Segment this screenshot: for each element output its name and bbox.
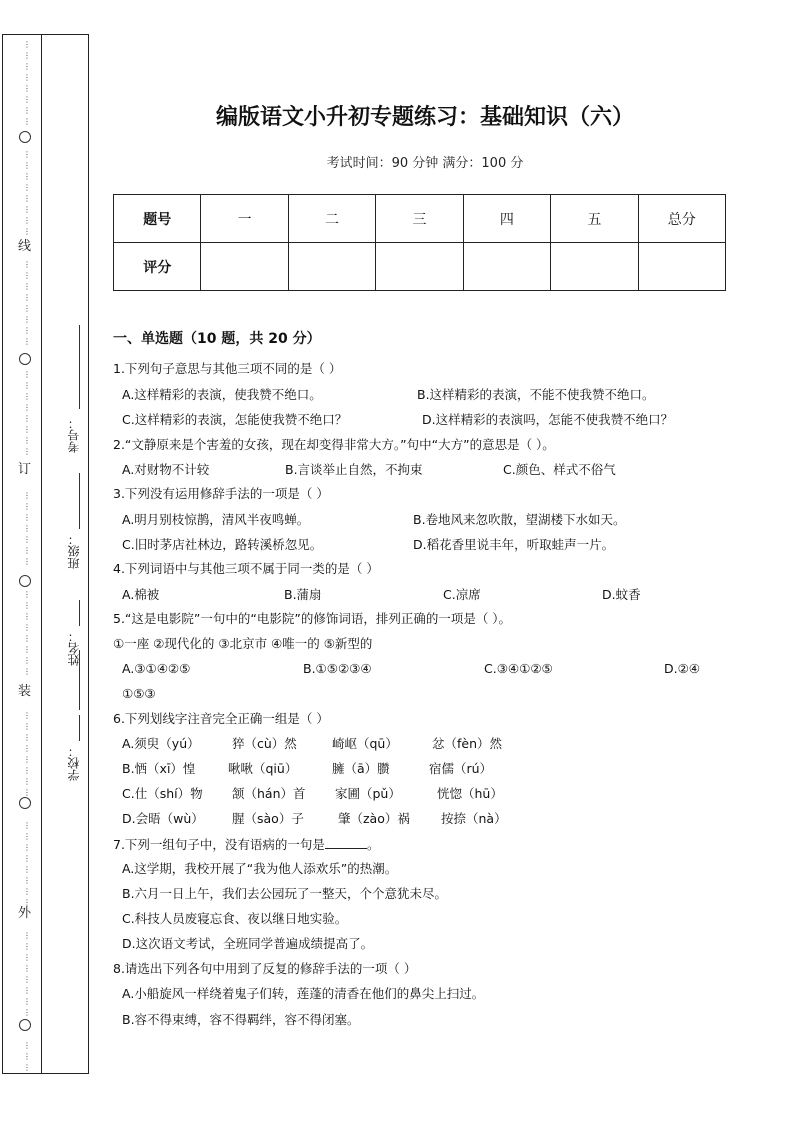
cut-line-dot: ⋮ <box>23 535 31 544</box>
q6-option-d-2: 腥（sào）子 <box>232 811 304 826</box>
cut-line-dot: ⋮ <box>23 95 31 104</box>
field-school-label: 学校： <box>67 745 81 781</box>
cut-line-dot: ⋮ <box>23 40 31 49</box>
cut-line-dot: ⋮ <box>23 876 31 885</box>
cut-line-dot: ⋮ <box>23 711 31 720</box>
q3-stem: 3.下列没有运用修辞手法的一项是（ ） <box>113 486 329 501</box>
cut-line-dot: ⋮ <box>23 381 31 390</box>
cut-line-dot: ⋮ <box>23 403 31 412</box>
q3-option-b: B.卷地风来忽吹散，望湖楼下水如天。 <box>413 512 626 527</box>
q6-option-c-2: 颔（hán）首 <box>232 786 306 801</box>
cut-line-dot: ⋮ <box>23 84 31 93</box>
cut-line-circle <box>19 353 31 365</box>
cut-line-dot: ⋮ <box>23 931 31 940</box>
cut-line-dot: ⋮ <box>23 425 31 434</box>
cut-line-dot: ⋮ <box>23 216 31 225</box>
q6-option-b-1: B.恓（xī）惶 <box>122 761 196 776</box>
binding-divider <box>41 35 42 1073</box>
exam-info: 考试时间：90 分钟 满分：100 分 <box>326 156 524 171</box>
cut-line-dot: ⋮ <box>23 744 31 753</box>
cut-line-dot: ⋮ <box>23 766 31 775</box>
q4-option-c: C.凉席 <box>443 587 481 602</box>
cut-line-dot: ⋮ <box>23 777 31 786</box>
cut-line-dot: ⋮ <box>23 865 31 874</box>
cut-line-dot: ⋮ <box>23 337 31 346</box>
score-input-cell[interactable] <box>638 243 725 291</box>
cut-line-circle <box>19 1019 31 1031</box>
field-exam-number-line <box>79 325 80 409</box>
cut-line-dot: ⋮ <box>23 590 31 599</box>
field-school-line-upper <box>79 650 80 710</box>
cut-line-dot: ⋮ <box>23 150 31 159</box>
q7-stem <box>113 836 379 853</box>
q1-option-b: B.这样精彩的表演，不能不使我赞不绝口。 <box>417 387 655 402</box>
q2-option-c: C.颜色、样式不俗气 <box>503 462 616 477</box>
q4-stem: 4.下列词语中与其他三项不属于同一类的是（ ） <box>113 561 379 576</box>
cut-line-dot: ⋮ <box>23 370 31 379</box>
q6-option-b-2: 啾啾（qiū） <box>228 761 298 776</box>
page-title: 编版语文小升初专题练习：基础知识（六） <box>215 104 634 130</box>
q5-option-a: A.③①④②⑤ <box>122 661 191 676</box>
cut-line-dots <box>15 35 39 1075</box>
q8-option-a: A.小船旋风一样绕着鬼子们转，莲蓬的清香在他们的鼻尖上扫过。 <box>122 986 485 1001</box>
q2-option-b: B.言谈举止自然，不拘束 <box>285 462 423 477</box>
score-header-cell: 四 <box>463 195 550 243</box>
field-school <box>47 635 87 835</box>
cut-line-dot: ⋮ <box>23 106 31 115</box>
cut-line-dot: ⋮ <box>23 557 31 566</box>
score-input-cell[interactable] <box>551 243 638 291</box>
cut-line-dot: ⋮ <box>23 491 31 500</box>
q7-option-d: D.这次语文考试，全班同学普遍成绩提高了。 <box>122 936 374 951</box>
cut-line-dot: ⋮ <box>23 1052 31 1061</box>
q6-stem: 6.下列划线字注音完全正确一组是（ ） <box>113 711 329 726</box>
cut-line-circle <box>19 131 31 143</box>
cut-line-dot: ⋮ <box>23 51 31 60</box>
score-table-score-row <box>114 243 726 291</box>
q6-option-c-4: 恍惚（hū） <box>437 786 503 801</box>
cut-line-mark: 线 <box>18 239 32 254</box>
q6-option-a-3: 崎岖（qū） <box>332 736 398 751</box>
score-header-cell: 总分 <box>638 195 725 243</box>
cut-line-mark: 外 <box>18 906 32 921</box>
cut-line-dot: ⋮ <box>23 293 31 302</box>
q5-option-d-continued: ①⑤③ <box>122 686 156 701</box>
q7-answer-blank[interactable] <box>325 836 367 849</box>
cut-line-dot: ⋮ <box>23 788 31 797</box>
score-input-cell[interactable] <box>463 243 550 291</box>
cut-line-dot: ⋮ <box>23 172 31 181</box>
q6-option-a-4: 忿（fèn）然 <box>432 736 503 751</box>
q1-option-a: A.这样精彩的表演，使我赞不绝口。 <box>122 387 322 402</box>
cut-line-dot: ⋮ <box>23 392 31 401</box>
q5-stem: 5.“这是电影院”一句中的“电影院”的修饰词语，排列正确的一项是（ ）。 <box>113 611 512 626</box>
cut-line-dot: ⋮ <box>23 1063 31 1072</box>
score-table-header-row <box>114 195 726 243</box>
q7-stem-end: 。 <box>366 837 380 852</box>
cut-line-dot: ⋮ <box>23 315 31 324</box>
field-school-line <box>79 715 80 741</box>
cut-line-dot: ⋮ <box>23 612 31 621</box>
q1-option-d: D.这样精彩的表演吗，怎能不使我赞不绝口？ <box>422 412 674 427</box>
cut-line-dot: ⋮ <box>23 1008 31 1017</box>
cut-line-dot: ⋮ <box>23 997 31 1006</box>
q5-items: ①一座 ②现代化的 ③北京市 ④唯一的 ⑤新型的 <box>113 636 373 651</box>
q4-option-d: D.蚊香 <box>602 587 641 602</box>
cut-line-dot: ⋮ <box>23 887 31 896</box>
q3-option-c: C.旧时茅店社林边，路转溪桥忽见。 <box>122 537 323 552</box>
q6-option-c-3: 家圃（pǔ） <box>335 786 401 801</box>
q1-stem: 1.下列句子意思与其他三项不同的是（ ） <box>113 361 342 376</box>
cut-line-dot: ⋮ <box>23 205 31 214</box>
q7-stem-text: 7.下列一组句子中，没有语病的一句是 <box>113 837 325 852</box>
q3-option-d: D.稻花香里说丰年，听取蛙声一片。 <box>413 537 615 552</box>
q7-option-b: B.六月一日上午，我们去公园玩了一整天，个个意犹未尽。 <box>122 886 448 901</box>
cut-line-dot: ⋮ <box>23 667 31 676</box>
cut-line-dot: ⋮ <box>23 260 31 269</box>
cut-line-dot: ⋮ <box>23 62 31 71</box>
q6-option-b-3: 臃（ā）臜 <box>332 761 390 776</box>
cut-line-dot: ⋮ <box>23 1041 31 1050</box>
cut-line-dot: ⋮ <box>23 733 31 742</box>
cut-line-dot: ⋮ <box>23 326 31 335</box>
cut-line-dot: ⋮ <box>23 953 31 962</box>
cut-line-dot: ⋮ <box>23 304 31 313</box>
cut-line-dot: ⋮ <box>23 964 31 973</box>
score-input-cell[interactable] <box>376 243 463 291</box>
q5-option-d: D.②④ <box>664 661 701 676</box>
cut-line-dot: ⋮ <box>23 447 31 456</box>
field-class-line <box>79 473 80 529</box>
cut-line-dot: ⋮ <box>23 502 31 511</box>
cut-line-dot: ⋮ <box>23 854 31 863</box>
score-input-cell[interactable] <box>201 243 288 291</box>
cut-line-dot: ⋮ <box>23 942 31 951</box>
cut-line-dot: ⋮ <box>23 73 31 82</box>
cut-line-dot: ⋮ <box>23 414 31 423</box>
cut-line-dot: ⋮ <box>23 722 31 731</box>
cut-line-circle <box>19 575 31 587</box>
cut-line-mark: 订 <box>18 462 32 477</box>
score-header-cell: 三 <box>376 195 463 243</box>
cut-line-dot: ⋮ <box>23 975 31 984</box>
cut-line-dot: ⋮ <box>23 183 31 192</box>
cut-line-dot: ⋮ <box>23 271 31 280</box>
cut-line-dot: ⋮ <box>23 161 31 170</box>
score-table <box>113 194 726 291</box>
cut-line-dot: ⋮ <box>23 986 31 995</box>
q6-option-d-1: D.会晤（wù） <box>122 811 204 826</box>
q6-option-c-1: C.仕（shí）物 <box>122 786 203 801</box>
q7-option-a: A.这学期，我校开展了“我为他人添欢乐”的热潮。 <box>122 861 398 876</box>
q6-option-a-2: 猝（cù）然 <box>232 736 297 751</box>
cut-line-circle <box>19 797 31 809</box>
score-header-cell: 二 <box>288 195 375 243</box>
cut-line-dot: ⋮ <box>23 194 31 203</box>
cut-line-dot: ⋮ <box>23 623 31 632</box>
q1-option-c: C.这样精彩的表演，怎能使我赞不绝口？ <box>122 412 348 427</box>
field-class <box>47 473 87 603</box>
cut-line-dot: ⋮ <box>23 832 31 841</box>
score-header-cell: 一 <box>201 195 288 243</box>
q4-option-b: B.蒲扇 <box>284 587 322 602</box>
score-header-cell: 五 <box>551 195 638 243</box>
score-input-cell[interactable] <box>288 243 375 291</box>
cut-line-dot: ⋮ <box>23 656 31 665</box>
score-row-label: 评分 <box>114 243 201 291</box>
cut-line-mark: 装 <box>18 684 32 699</box>
cut-line-dot: ⋮ <box>23 755 31 764</box>
cut-line-dot: ⋮ <box>23 436 31 445</box>
q2-stem: 2.“文静原来是个害羞的女孩，现在却变得非常大方。”句中“大方”的意思是（ ）。 <box>113 437 555 452</box>
cut-line-dot: ⋮ <box>23 645 31 654</box>
score-header-cell: 题号 <box>114 195 201 243</box>
cut-line-dot: ⋮ <box>23 282 31 291</box>
q5-option-c: C.③④①②⑤ <box>484 661 553 676</box>
cut-line-dot: ⋮ <box>23 821 31 830</box>
q3-option-a: A.明月别枝惊鹊，清风半夜鸣蝉。 <box>122 512 310 527</box>
q6-option-a-1: A.须臾（yú） <box>122 736 200 751</box>
binding-margin <box>2 34 89 1074</box>
field-exam-number <box>47 317 87 467</box>
cut-line-dot: ⋮ <box>23 634 31 643</box>
cut-line-dot: ⋮ <box>23 117 31 126</box>
q6-option-d-4: 按捺（nà） <box>441 811 507 826</box>
field-exam-number-label: 考号： <box>67 417 81 453</box>
q4-option-a: A.棉被 <box>122 587 160 602</box>
section-title: 一、单选题（10 题，共 20 分） <box>113 331 321 347</box>
q6-option-d-3: 肇（zào）祸 <box>338 811 410 826</box>
q6-option-b-4: 宿儒（rú） <box>429 761 493 776</box>
q8-option-b: B.容不得束缚，容不得羁绊，容不得闭塞。 <box>122 1012 360 1027</box>
q7-option-c: C.科技人员废寝忘食、夜以继日地实验。 <box>122 911 348 926</box>
cut-line-dot: ⋮ <box>23 546 31 555</box>
field-name-line <box>79 600 80 626</box>
cut-line-dot: ⋮ <box>23 524 31 533</box>
q5-option-b: B.①⑤②③④ <box>303 661 372 676</box>
cut-line-dot: ⋮ <box>23 898 31 907</box>
cut-line-dot: ⋮ <box>23 601 31 610</box>
cut-line-dot: ⋮ <box>23 513 31 522</box>
field-name-label: 姓名： <box>67 630 81 666</box>
q8-stem: 8.请选出下列各句中用到了反复的修辞手法的一项（ ） <box>113 961 417 976</box>
field-class-label: 班级： <box>67 533 81 569</box>
cut-line-dot: ⋮ <box>23 843 31 852</box>
cut-line-dot: ⋮ <box>23 227 31 236</box>
q2-option-a: A.对财物不计较 <box>122 462 210 477</box>
